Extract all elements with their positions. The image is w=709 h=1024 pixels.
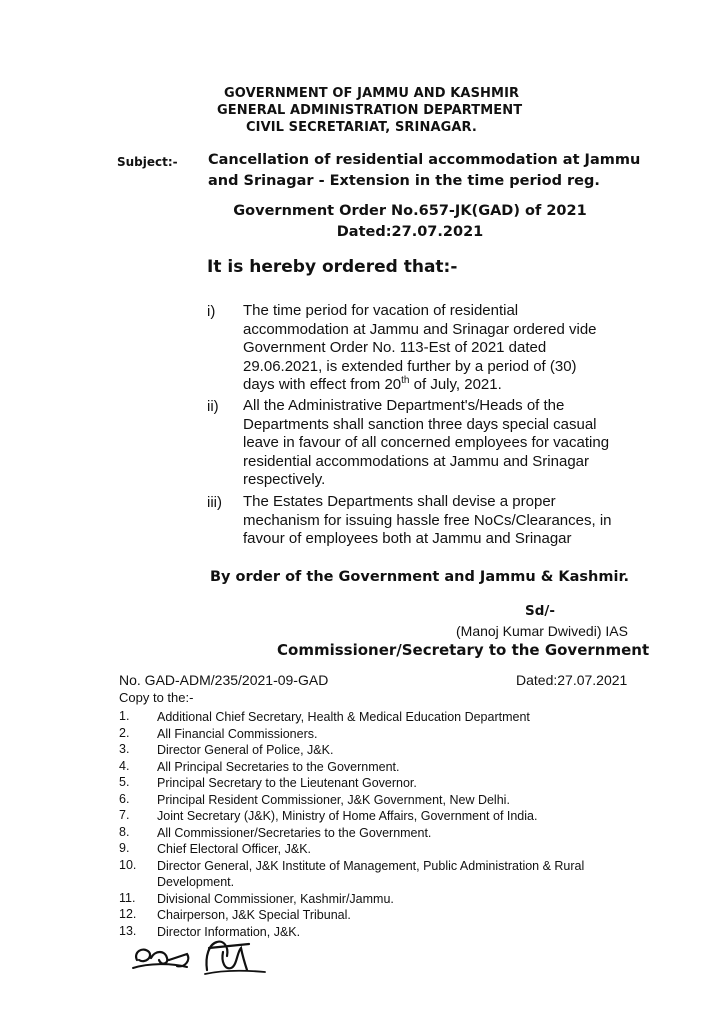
item-3-line: The Estates Departments shall devise a proper bbox=[243, 493, 556, 510]
item-1-number: i) bbox=[207, 303, 216, 320]
subject-label: Subject:- bbox=[117, 155, 178, 169]
item-2-line: leave in favour of all concerned employees for vacating bbox=[243, 434, 610, 451]
item-1-line: accommodation at Jammu and Srinagar ordered vide bbox=[243, 320, 597, 338]
list-item-continuation: Development. bbox=[157, 875, 235, 889]
list-item: 7. Joint Secretary (J&K), Ministry of Home Affairs, Government of India. bbox=[119, 808, 538, 823]
list-item: 13. Director Information, J&K. bbox=[119, 923, 301, 939]
subject-text bbox=[208, 150, 648, 192]
header-line-2: GENERAL ADMINISTRATION DEPARTMENT bbox=[217, 103, 523, 118]
subject-line-2: and Srinagar - Extension in the time period reg. bbox=[208, 173, 600, 189]
list-item: 10. Director General, J&K Institute of Management, Public Administration & Rural bbox=[119, 857, 585, 873]
item-1-line: Government Order No. 113-Est of 2021 dated bbox=[243, 339, 547, 356]
item-2-line: Departments shall sanction three days special casual bbox=[243, 415, 597, 433]
header-line-3: CIVIL SECRETARIAT, SRINAGAR. bbox=[246, 120, 477, 135]
copy-to-label: Copy to the:- bbox=[119, 690, 194, 705]
reference-date: Dated:27.07.2021 bbox=[516, 672, 628, 688]
handwritten-initials bbox=[125, 930, 275, 990]
signatory-name: (Manoj Kumar Dwivedi) IAS bbox=[456, 623, 628, 639]
signed-marker: Sd/- bbox=[525, 603, 555, 619]
list-item: 6. Principal Resident Commissioner, J&K Government, New Delhi. bbox=[119, 791, 510, 807]
header-line-1: GOVERNMENT OF JAMMU AND KASHMIR bbox=[224, 86, 520, 101]
subject-line-1: Cancellation of residential accommodation at Jammu bbox=[208, 152, 641, 168]
item-3-text bbox=[243, 493, 637, 549]
item-1-line: 29.06.2021, is extended further by a period of (30) bbox=[243, 357, 577, 375]
list-item: 1. Additional Chief Secretary, Health & Medical Education Department bbox=[119, 709, 530, 724]
item-2-text bbox=[243, 397, 637, 490]
list-item: 12. Chairperson, J&K Special Tribunal. bbox=[119, 907, 351, 922]
copy-list bbox=[119, 709, 649, 940]
item-1-line-last: days with effect from 20th of July, 2021. bbox=[243, 375, 502, 393]
item-1-text bbox=[243, 302, 637, 395]
list-item: 4. All Principal Secretaries to the Government. bbox=[119, 758, 400, 774]
by-order-line: By order of the Government and Jammu & Kashmir. bbox=[210, 569, 630, 585]
ordered-intro: It is hereby ordered that:- bbox=[207, 257, 458, 277]
item-3-line: mechanism for issuing hassle free NoCs/Clearances, in bbox=[243, 511, 612, 529]
order-number: Government Order No.657-JK(GAD) of 2021 bbox=[233, 203, 587, 219]
list-item: 8. All Commissioner/Secretaries to the Government. bbox=[119, 824, 432, 840]
superscript: th bbox=[401, 375, 410, 386]
signatory-designation: Commissioner/Secretary to the Government bbox=[277, 641, 650, 659]
reference-number: No. GAD-ADM/235/2021-09-GAD bbox=[119, 672, 329, 688]
item-2-number: ii) bbox=[207, 398, 219, 415]
list-item: 9. Chief Electoral Officer, J&K. bbox=[119, 841, 311, 856]
item-2-line-last: respectively. bbox=[243, 471, 326, 488]
item-2-line: residential accommodations at Jammu and Srinagar bbox=[243, 452, 590, 470]
list-item: 5. Principal Secretary to the Lieutenant Governor. bbox=[119, 775, 417, 790]
item-2-line: All the Administrative Department's/Heads of the bbox=[243, 397, 565, 414]
list-item: 2. All Financial Commissioners. bbox=[119, 725, 318, 741]
list-item: 3. Director General of Police, J&K. bbox=[119, 742, 334, 757]
item-1-line: The time period for vacation of residential bbox=[243, 302, 519, 319]
item-3-line-last: favour of employees both at Jammu and Srinagar bbox=[243, 530, 572, 547]
item-3-number: iii) bbox=[207, 494, 222, 511]
order-date: Dated:27.07.2021 bbox=[336, 224, 484, 240]
list-item: 11. Divisional Commissioner, Kashmir/Jammu. bbox=[119, 890, 394, 906]
